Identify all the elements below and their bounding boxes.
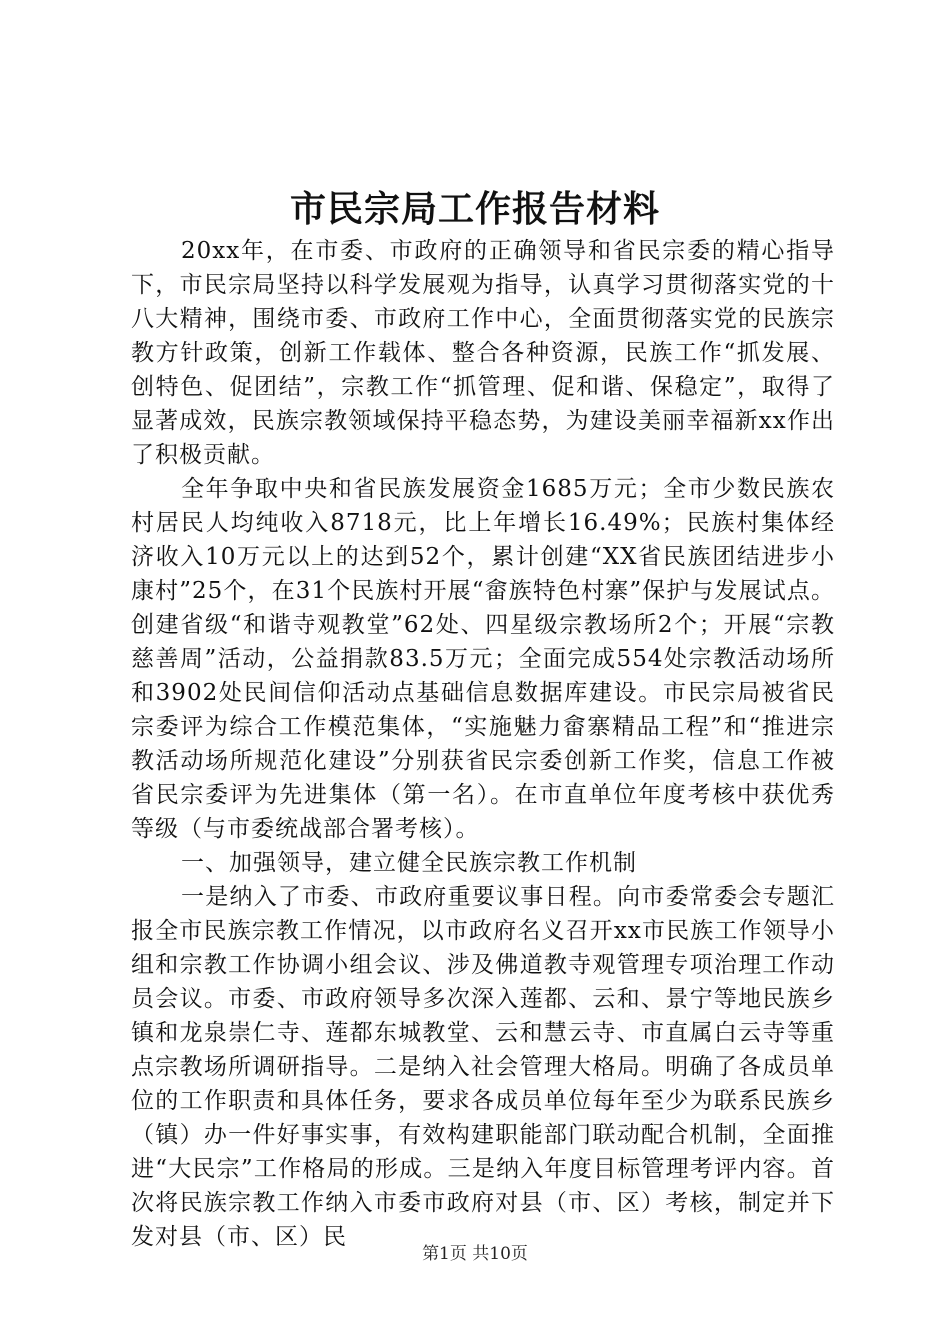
paragraph-section-1: 一是纳入了市委、市政府重要议事日程。向市委常委会专题汇报全市民族宗教工作情况，以市政府名义召开xx市民族工作领导小组和宗教工作协调小组会议、涉及佛道教寺观管理专项治理工作动员会议。市委、市政府领导多次深入莲都、云和、景宁等地民族乡镇和龙泉崇仁寺、莲都东城教堂、云和慧云寺、市直属白云寺等重点宗教场所调研指导。二是纳入社会管理大格局。明确了各成员单位的工作职责和具体任务，要求各成员单位每年至少为联系民族乡（镇）办一件好事实事，有效构建职能部门联动配合机制，全面推进“大民宗”工作格局的形成。三是纳入年度目标管理考评内容。首次将民族宗教工作纳入市委市政府对县（市、区）考核，制定并下发对县（市、区）民 xyxy=(131,884,835,1250)
page-footer: 第1页 共10页 xyxy=(422,1244,528,1264)
paragraph-intro: 20xx年，在市委、市政府的正确领导和省民宗委的精心指导下，市民宗局坚持以科学发展观为指导，认真学习贯彻落实党的十八大精神，围绕市委、市政府工作中心，全面贯彻落实党的民族宗教方针政策，创新工作载体、整合各种资源，民族工作“抓发展、创特色、促团结”，宗教工作“抓管理、促和谐、保稳定”，取得了显著成效，民族宗教领域保持平稳态势，为建设美丽幸福新xx作出了积极贡献。 xyxy=(131,238,835,468)
paragraph-achievements: 全年争取中央和省民族发展资金1685万元；全市少数民族农村居民人均纯收入8718元，比上年增长16.49%；民族村集体经济收入10万元以上的达到52个，累计创建“XX省民族团结进步小康村”25个，在31个民族村开展“畲族特色村寨”保护与发展试点。创建省级“和谐寺观教堂”62处、四星级宗教场所2个；开展“宗教慈善周”活动，公益捐款83.5万元；全面完成554处宗教活动场所和3902处民间信仰活动点基础信息数据库建设。市民宗局被省民宗委评为综合工作模范集体，“实施魅力畲寨精品工程”和“推进宗教活动场所规范化建设”分别获省民宗委创新工作奖，信息工作被省民宗委评为先进集体（第一名）。在市直单位年度考核中获优秀等级（与市委统战部合署考核）。 xyxy=(131,476,835,842)
section-heading-1: 一、加强领导，建立健全民族宗教工作机制 xyxy=(181,850,637,876)
document-title: 市民宗局工作报告材料 xyxy=(289,188,660,230)
document-body xyxy=(131,234,835,1254)
